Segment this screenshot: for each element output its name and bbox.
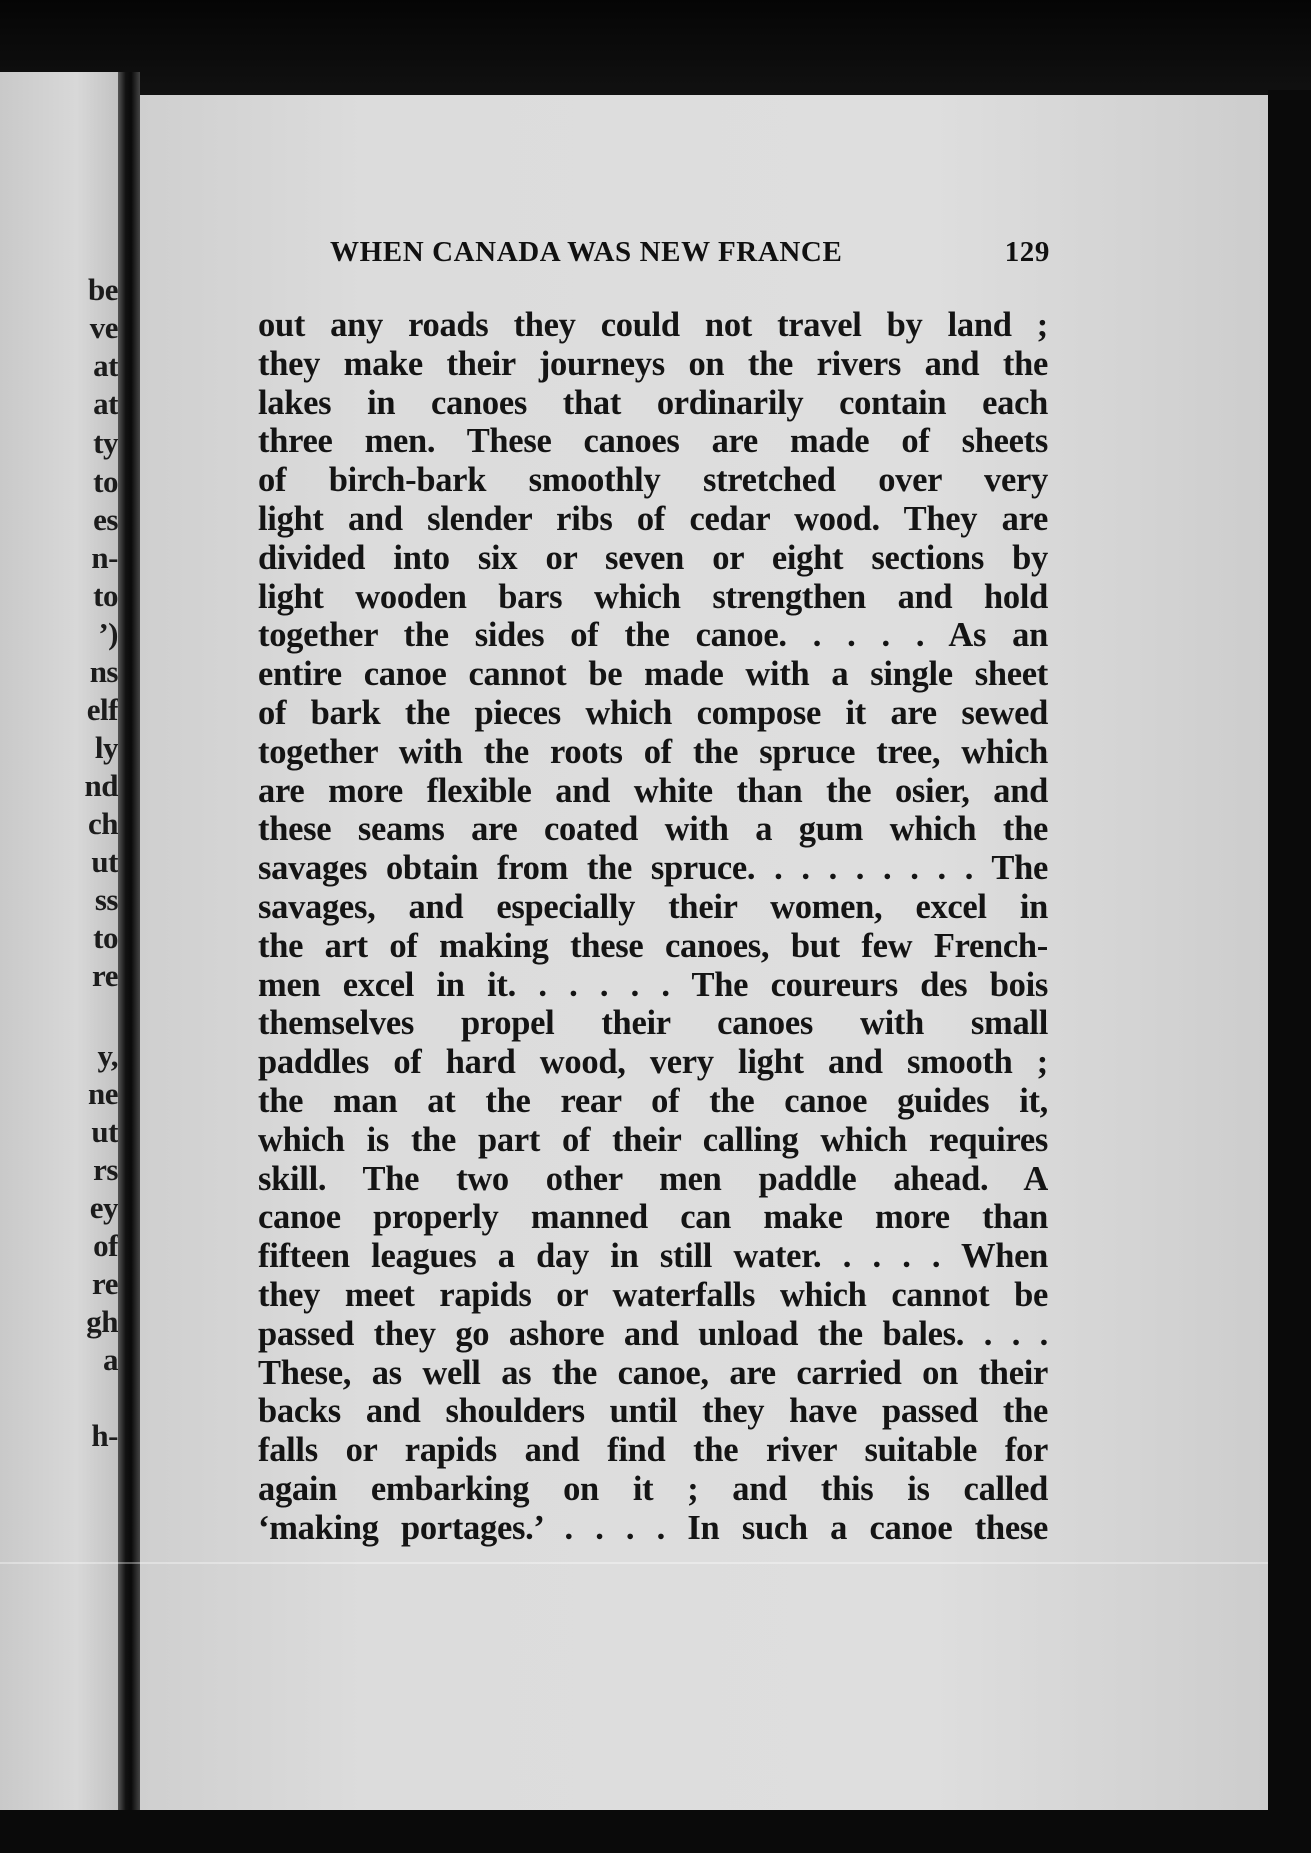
previous-page-fragment: ut xyxy=(91,844,118,879)
text-line: they meet rapids or waterfalls which cannot be xyxy=(258,1275,1048,1314)
previous-page-fragment: re xyxy=(92,1266,118,1301)
text-line: the man at the rear of the canoe guides it, xyxy=(258,1081,1048,1120)
text-line: fifteen leagues a day in still water. . . . . When xyxy=(258,1237,1048,1276)
text-line: passed they go ashore and unload the bales. . . . xyxy=(258,1314,1048,1353)
previous-page-fragment: y, xyxy=(97,1038,118,1073)
previous-page-fragment: a xyxy=(103,1342,118,1377)
previous-page-fragment: ly xyxy=(94,730,118,765)
previous-page-fragment: to xyxy=(93,578,118,613)
page-number: 129 xyxy=(1004,236,1050,268)
text-line: lakes in canoes that ordinarily contain each xyxy=(258,383,1048,422)
previous-page-fragment: ut xyxy=(91,1114,118,1149)
running-title: WHEN CANADA WAS NEW FRANCE xyxy=(330,236,843,268)
previous-page-fragment: ey xyxy=(89,1190,118,1225)
previous-page-fragment: gh xyxy=(86,1304,118,1339)
text-line: three men. These canoes are made of sheets xyxy=(258,422,1048,461)
text-line: paddles of hard wood, very light and smooth ; xyxy=(258,1043,1048,1082)
text-line: these seams are coated with a gum which the xyxy=(258,810,1048,849)
previous-page-fragment: ss xyxy=(94,882,118,917)
previous-page-fragment: ve xyxy=(89,310,118,345)
previous-page-fragment: n- xyxy=(91,540,118,575)
previous-page-fragment: ns xyxy=(89,654,118,689)
previous-page-fragment: rs xyxy=(93,1152,118,1187)
text-line: together with the roots of the spruce tree, which xyxy=(258,732,1048,771)
previous-page-fragment: re xyxy=(92,958,118,993)
film-border-right xyxy=(1268,90,1311,1853)
film-border-bottom xyxy=(0,1810,1311,1853)
body-text xyxy=(258,306,1048,1548)
book-gutter xyxy=(118,72,140,1817)
text-line: of bark the pieces which compose it are sewed xyxy=(258,693,1048,732)
previous-page-fragment: nd xyxy=(84,768,118,803)
running-header xyxy=(330,236,1050,269)
text-line: entire canoe cannot be made with a single sheet xyxy=(258,655,1048,694)
previous-page-fragment: ’) xyxy=(98,616,118,651)
text-line: which is the part of their calling which requires xyxy=(258,1120,1048,1159)
previous-page-fragment: of xyxy=(93,1228,118,1263)
text-line: canoe properly manned can make more than xyxy=(258,1198,1048,1237)
text-line: of birch-bark smoothly stretched over very xyxy=(258,461,1048,500)
text-line: they make their journeys on the rivers and the xyxy=(258,344,1048,383)
previous-page-fragment: ch xyxy=(88,806,118,841)
previous-page-fragment: to xyxy=(93,920,118,955)
previous-page-fragment: at xyxy=(93,348,118,383)
previous-page-fragment: ty xyxy=(93,425,118,460)
previous-page-edge xyxy=(0,72,128,1817)
text-line: are more flexible and white than the osier, and xyxy=(258,771,1048,810)
text-line: light wooden bars which strengthen and hold xyxy=(258,577,1048,616)
film-scratch xyxy=(0,1562,1268,1564)
film-border-top xyxy=(0,0,1311,95)
text-line: divided into six or seven or eight sections by xyxy=(258,538,1048,577)
previous-page-fragment: ne xyxy=(88,1076,118,1111)
text-line: falls or rapids and find the river suitable for xyxy=(258,1431,1048,1470)
previous-page-fragment: be xyxy=(88,272,118,307)
text-line: together the sides of the canoe. . . . . As an xyxy=(258,616,1048,655)
text-line: savages obtain from the spruce. . . . . . . . . The xyxy=(258,849,1048,888)
previous-page-fragment: at xyxy=(93,386,118,421)
text-line: again embarking on it ; and this is called xyxy=(258,1469,1048,1508)
text-line: themselves propel their canoes with small xyxy=(258,1004,1048,1043)
previous-page-fragment: elf xyxy=(86,692,118,727)
text-line: the art of making these canoes, but few French- xyxy=(258,926,1048,965)
text-line: savages, and especially their women, excel in xyxy=(258,887,1048,926)
text-line: light and slender ribs of cedar wood. They are xyxy=(258,499,1048,538)
text-line: men excel in it. . . . . . The coureurs des bois xyxy=(258,965,1048,1004)
text-line: backs and shoulders until they have passed the xyxy=(258,1392,1048,1431)
text-line: out any roads they could not travel by land ; xyxy=(258,306,1048,344)
text-line: skill. The two other men paddle ahead. A xyxy=(258,1159,1048,1198)
previous-page-fragment: h- xyxy=(91,1418,118,1453)
text-line: ‘making portages.’ . . . . In such a canoe these xyxy=(258,1508,1048,1547)
previous-page-fragment: es xyxy=(93,502,118,537)
text-line: These, as well as the canoe, are carried on their xyxy=(258,1353,1048,1392)
previous-page-fragment: to xyxy=(93,464,118,499)
